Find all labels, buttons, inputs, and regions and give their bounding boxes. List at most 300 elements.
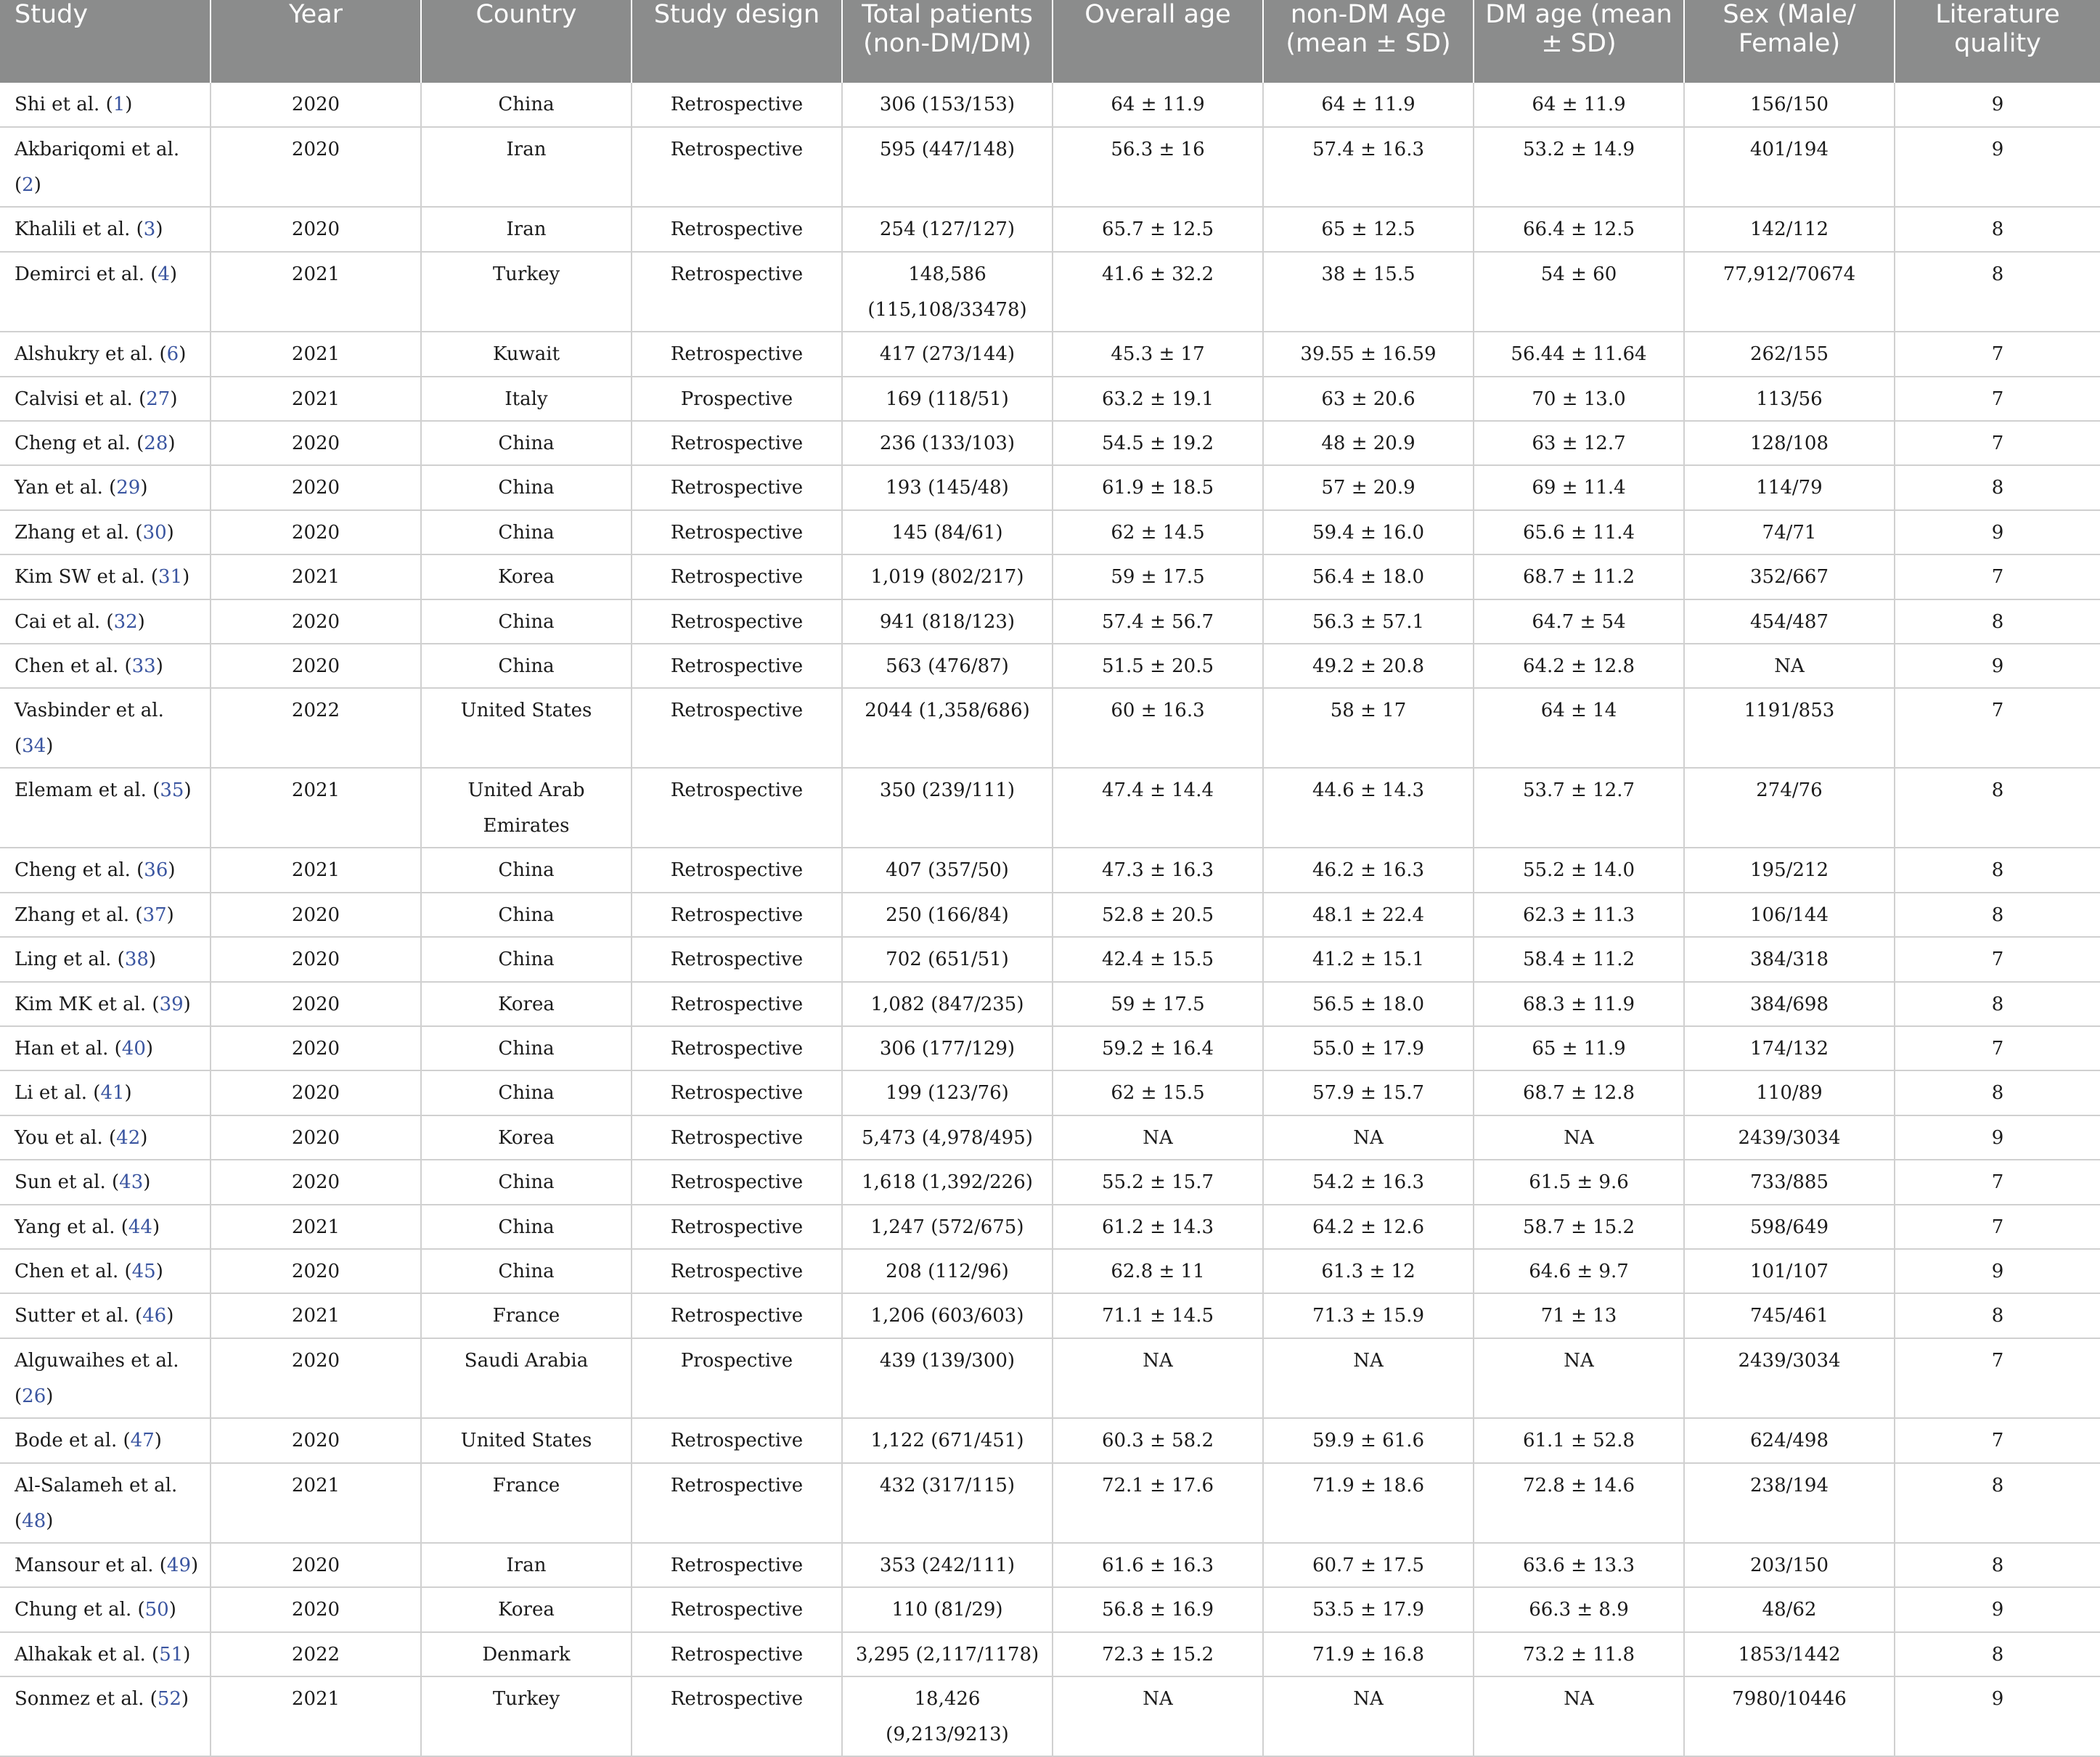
cell-dm-age: 68.7 ± 11.2 bbox=[1474, 554, 1684, 599]
cell-non-dm-age: 71.3 ± 15.9 bbox=[1263, 1293, 1474, 1338]
cell-literature-quality: 9 bbox=[1895, 644, 2100, 688]
cell-sex: 203/150 bbox=[1684, 1543, 1895, 1587]
cell-country: United States bbox=[421, 688, 632, 768]
cell-study bbox=[0, 1543, 211, 1587]
cell-sex: 745/461 bbox=[1684, 1293, 1895, 1338]
study-author: Calvisi et al. ( bbox=[15, 388, 147, 410]
cell-dm-age: 61.5 ± 9.6 bbox=[1474, 1160, 1684, 1204]
cell-non-dm-age: 58 ± 17 bbox=[1263, 688, 1474, 768]
cell-non-dm-age: NA bbox=[1263, 1115, 1474, 1160]
reference-close-paren: ) bbox=[125, 94, 133, 115]
cell-non-dm-age: NA bbox=[1263, 1338, 1474, 1419]
cell-literature-quality: 8 bbox=[1895, 768, 2100, 848]
cell-study bbox=[0, 127, 211, 207]
cell-study-design: Retrospective bbox=[632, 207, 842, 251]
cell-literature-quality: 8 bbox=[1895, 1632, 2100, 1676]
cell-study bbox=[0, 1026, 211, 1070]
cell-overall-age: 59.2 ± 16.4 bbox=[1053, 1026, 1263, 1070]
reference-link[interactable]: 46 bbox=[142, 1305, 167, 1327]
reference-link[interactable]: 45 bbox=[131, 1260, 156, 1282]
cell-overall-age: 47.3 ± 16.3 bbox=[1053, 848, 1263, 892]
cell-year: 2020 bbox=[211, 1249, 421, 1293]
cell-literature-quality: 7 bbox=[1895, 688, 2100, 768]
reference-link[interactable]: 50 bbox=[144, 1599, 169, 1621]
reference-close-paren: ) bbox=[184, 779, 192, 802]
cell-dm-age: 72.8 ± 14.6 bbox=[1474, 1463, 1684, 1544]
cell-total-patients: 110 (81/29) bbox=[842, 1587, 1053, 1631]
cell-study bbox=[0, 1293, 211, 1338]
cell-total-patients: 702 (651/51) bbox=[842, 937, 1053, 981]
cell-study-design: Retrospective bbox=[632, 1249, 842, 1293]
cell-country: Italy bbox=[421, 377, 632, 421]
reference-link[interactable]: 32 bbox=[113, 610, 138, 633]
cell-literature-quality: 8 bbox=[1895, 465, 2100, 509]
cell-study bbox=[0, 1115, 211, 1160]
cell-sex: 1853/1442 bbox=[1684, 1632, 1895, 1676]
cell-total-patients: 208 (112/96) bbox=[842, 1249, 1053, 1293]
cell-overall-age: 61.2 ± 14.3 bbox=[1053, 1205, 1263, 1249]
cell-literature-quality: 9 bbox=[1895, 127, 2100, 207]
cell-dm-age: 73.2 ± 11.8 bbox=[1474, 1632, 1684, 1676]
reference-close-paren: ) bbox=[191, 1555, 199, 1577]
reference-link[interactable]: 33 bbox=[131, 655, 156, 678]
cell-sex: 7980/10446 bbox=[1684, 1676, 1895, 1756]
cell-study-design: Retrospective bbox=[632, 465, 842, 509]
cell-study-design: Retrospective bbox=[632, 510, 842, 554]
cell-study bbox=[0, 1676, 211, 1756]
reference-link[interactable]: 4 bbox=[158, 263, 170, 285]
cell-year: 2021 bbox=[211, 377, 421, 421]
cell-dm-age: 66.3 ± 8.9 bbox=[1474, 1587, 1684, 1631]
cell-overall-age: 65.7 ± 12.5 bbox=[1053, 207, 1263, 251]
cell-sex: 352/667 bbox=[1684, 554, 1895, 599]
cell-total-patients: 3,295 (2,117/1178) bbox=[842, 1632, 1053, 1676]
cell-study bbox=[0, 1338, 211, 1419]
cell-overall-age: NA bbox=[1053, 1676, 1263, 1756]
table-row bbox=[0, 207, 2100, 251]
reference-close-paren: ) bbox=[46, 1385, 54, 1407]
cell-overall-age: 60.3 ± 58.2 bbox=[1053, 1418, 1263, 1462]
cell-year: 2020 bbox=[211, 937, 421, 981]
cell-sex: 238/194 bbox=[1684, 1463, 1895, 1544]
table-row bbox=[0, 1293, 2100, 1338]
cell-literature-quality: 8 bbox=[1895, 893, 2100, 937]
cell-dm-age: 65.6 ± 11.4 bbox=[1474, 510, 1684, 554]
cell-dm-age: 58.4 ± 11.2 bbox=[1474, 937, 1684, 981]
reference-link[interactable]: 38 bbox=[124, 949, 149, 971]
cell-literature-quality: 9 bbox=[1895, 1676, 2100, 1756]
study-author: Demirci et al. ( bbox=[15, 263, 158, 285]
cell-study-design: Retrospective bbox=[632, 83, 842, 127]
header-row bbox=[0, 0, 2100, 83]
cell-study bbox=[0, 1205, 211, 1249]
cell-study bbox=[0, 421, 211, 465]
cell-non-dm-age: 46.2 ± 16.3 bbox=[1263, 848, 1474, 892]
cell-country: China bbox=[421, 937, 632, 981]
cell-total-patients: 1,019 (802/217) bbox=[842, 554, 1053, 599]
cell-year: 2022 bbox=[211, 688, 421, 768]
cell-sex: 1191/853 bbox=[1684, 688, 1895, 768]
reference-link[interactable]: 51 bbox=[159, 1643, 184, 1666]
cell-year: 2021 bbox=[211, 1463, 421, 1544]
cell-literature-quality: 7 bbox=[1895, 421, 2100, 465]
study-author: Li et al. ( bbox=[15, 1082, 101, 1105]
study-author: Chen et al. ( bbox=[15, 1260, 132, 1282]
cell-study bbox=[0, 377, 211, 421]
reference-close-paren: ) bbox=[169, 263, 178, 285]
reference-link[interactable]: 36 bbox=[144, 859, 168, 882]
cell-country: China bbox=[421, 1026, 632, 1070]
cell-total-patients: 306 (153/153) bbox=[842, 83, 1053, 127]
reference-close-paren: ) bbox=[170, 388, 178, 410]
cell-literature-quality: 9 bbox=[1895, 83, 2100, 127]
cell-literature-quality: 8 bbox=[1895, 252, 2100, 332]
cell-non-dm-age: 57.4 ± 16.3 bbox=[1263, 127, 1474, 207]
reference-link[interactable]: 35 bbox=[160, 779, 184, 802]
table-row bbox=[0, 1463, 2100, 1544]
reference-link[interactable]: 30 bbox=[142, 521, 167, 544]
cell-country: Iran bbox=[421, 1543, 632, 1587]
cell-overall-age: 61.6 ± 16.3 bbox=[1053, 1543, 1263, 1587]
cell-study bbox=[0, 848, 211, 892]
reference-close-paren: ) bbox=[166, 521, 174, 544]
cell-study bbox=[0, 465, 211, 509]
cell-total-patients: 1,247 (572/675) bbox=[842, 1205, 1053, 1249]
cell-study bbox=[0, 1587, 211, 1631]
cell-non-dm-age: 64 ± 11.9 bbox=[1263, 83, 1474, 127]
cell-dm-age: 53.2 ± 14.9 bbox=[1474, 127, 1684, 207]
cell-total-patients: 306 (177/129) bbox=[842, 1026, 1053, 1070]
study-author: Akbariqomi et al. ( bbox=[15, 139, 180, 197]
cell-study bbox=[0, 1418, 211, 1462]
reference-link[interactable]: 41 bbox=[100, 1082, 125, 1105]
cell-country: Turkey bbox=[421, 1676, 632, 1756]
cell-literature-quality: 9 bbox=[1895, 1249, 2100, 1293]
cell-dm-age: 64.2 ± 12.8 bbox=[1474, 644, 1684, 688]
cell-dm-age: 71 ± 13 bbox=[1474, 1293, 1684, 1338]
cell-study-design: Retrospective bbox=[632, 554, 842, 599]
table-row bbox=[0, 83, 2100, 127]
cell-non-dm-age: 61.3 ± 12 bbox=[1263, 1249, 1474, 1293]
cell-overall-age: 60 ± 16.3 bbox=[1053, 688, 1263, 768]
cell-study bbox=[0, 937, 211, 981]
cell-overall-age: NA bbox=[1053, 1338, 1263, 1419]
cell-literature-quality: 7 bbox=[1895, 1418, 2100, 1462]
cell-year: 2021 bbox=[211, 848, 421, 892]
cell-non-dm-age: 57.9 ± 15.7 bbox=[1263, 1070, 1474, 1115]
cell-literature-quality: 7 bbox=[1895, 332, 2100, 376]
cell-total-patients: 2044 (1,358/686) bbox=[842, 688, 1053, 768]
cell-sex: 598/649 bbox=[1684, 1205, 1895, 1249]
study-author: Shi et al. ( bbox=[15, 94, 113, 115]
header-study: Study bbox=[0, 0, 211, 83]
study-author: Vasbinder et al. ( bbox=[15, 700, 164, 758]
cell-total-patients: 407 (357/50) bbox=[842, 848, 1053, 892]
cell-country: China bbox=[421, 1160, 632, 1204]
cell-study-design: Retrospective bbox=[632, 1293, 842, 1338]
reference-link[interactable]: 48 bbox=[22, 1510, 46, 1532]
cell-non-dm-age: 38 ± 15.5 bbox=[1263, 252, 1474, 332]
study-author: Yang et al. ( bbox=[15, 1216, 128, 1238]
cell-dm-age: 55.2 ± 14.0 bbox=[1474, 848, 1684, 892]
cell-country: China bbox=[421, 1205, 632, 1249]
cell-dm-age: 58.7 ± 15.2 bbox=[1474, 1205, 1684, 1249]
cell-study-design: Retrospective bbox=[632, 768, 842, 848]
header-non-dm-age: non-DM Age (mean ± SD) bbox=[1263, 0, 1474, 83]
table-row bbox=[0, 688, 2100, 768]
reference-link[interactable]: 52 bbox=[157, 1688, 181, 1711]
cell-study-design: Retrospective bbox=[632, 1632, 842, 1676]
study-author: Al-Salameh et al. ( bbox=[15, 1474, 178, 1532]
cell-study-design: Retrospective bbox=[632, 937, 842, 981]
cell-literature-quality: 8 bbox=[1895, 1463, 2100, 1544]
reference-link[interactable]: 43 bbox=[119, 1171, 144, 1194]
reference-close-paren: ) bbox=[140, 477, 148, 499]
cell-sex: 101/107 bbox=[1684, 1249, 1895, 1293]
cell-total-patients: 563 (476/87) bbox=[842, 644, 1053, 688]
cell-country: China bbox=[421, 421, 632, 465]
cell-year: 2020 bbox=[211, 1070, 421, 1115]
study-author: Kim MK et al. ( bbox=[15, 993, 160, 1015]
cell-dm-age: 64.7 ± 54 bbox=[1474, 599, 1684, 644]
reference-close-paren: ) bbox=[137, 610, 145, 633]
table-row bbox=[0, 768, 2100, 848]
cell-total-patients: 236 (133/103) bbox=[842, 421, 1053, 465]
study-author: Zhang et al. ( bbox=[15, 904, 143, 926]
reference-link[interactable]: 6 bbox=[166, 343, 179, 366]
cell-overall-age: NA bbox=[1053, 1115, 1263, 1160]
cell-overall-age: 72.3 ± 15.2 bbox=[1053, 1632, 1263, 1676]
cell-year: 2020 bbox=[211, 465, 421, 509]
table-row bbox=[0, 1160, 2100, 1204]
cell-study-design: Retrospective bbox=[632, 688, 842, 768]
cell-non-dm-age: 71.9 ± 18.6 bbox=[1263, 1463, 1474, 1544]
cell-total-patients: 1,122 (671/451) bbox=[842, 1418, 1053, 1462]
cell-dm-age: 56.44 ± 11.64 bbox=[1474, 332, 1684, 376]
cell-study-design: Retrospective bbox=[632, 332, 842, 376]
cell-non-dm-age: 48 ± 20.9 bbox=[1263, 421, 1474, 465]
cell-country: China bbox=[421, 893, 632, 937]
cell-non-dm-age: 55.0 ± 17.9 bbox=[1263, 1026, 1474, 1070]
cell-study-design: Retrospective bbox=[632, 252, 842, 332]
cell-study-design: Retrospective bbox=[632, 982, 842, 1026]
cell-literature-quality: 7 bbox=[1895, 1338, 2100, 1419]
cell-non-dm-age: 39.55 ± 16.59 bbox=[1263, 332, 1474, 376]
cell-year: 2021 bbox=[211, 1205, 421, 1249]
study-author: Elemam et al. ( bbox=[15, 779, 160, 802]
cell-non-dm-age: 57 ± 20.9 bbox=[1263, 465, 1474, 509]
reference-link[interactable]: 39 bbox=[159, 993, 184, 1015]
cell-total-patients: 145 (84/61) bbox=[842, 510, 1053, 554]
cell-sex: 114/79 bbox=[1684, 465, 1895, 509]
cell-study bbox=[0, 982, 211, 1026]
cell-study bbox=[0, 688, 211, 768]
header-sex: Sex (Male/ Female) bbox=[1684, 0, 1895, 83]
reference-link[interactable]: 31 bbox=[158, 566, 183, 589]
cell-study-design: Retrospective bbox=[632, 127, 842, 207]
header-study-design: Study design bbox=[632, 0, 842, 83]
table-row bbox=[0, 554, 2100, 599]
cell-sex: 48/62 bbox=[1684, 1587, 1895, 1631]
cell-country: Iran bbox=[421, 207, 632, 251]
table-row bbox=[0, 1026, 2100, 1070]
cell-literature-quality: 8 bbox=[1895, 1543, 2100, 1587]
cell-literature-quality: 7 bbox=[1895, 937, 2100, 981]
reference-close-paren: ) bbox=[46, 735, 54, 758]
cell-sex: 2439/3034 bbox=[1684, 1338, 1895, 1419]
cell-country: Turkey bbox=[421, 252, 632, 332]
cell-country: Saudi Arabia bbox=[421, 1338, 632, 1419]
cell-year: 2021 bbox=[211, 768, 421, 848]
reference-link[interactable]: 44 bbox=[128, 1216, 152, 1238]
reference-link[interactable]: 27 bbox=[146, 388, 171, 410]
cell-year: 2021 bbox=[211, 554, 421, 599]
cell-sex: 77,912/70674 bbox=[1684, 252, 1895, 332]
cell-dm-age: 66.4 ± 12.5 bbox=[1474, 207, 1684, 251]
study-author: Alguwaihes et al. ( bbox=[15, 1349, 179, 1407]
cell-total-patients: 1,618 (1,392/226) bbox=[842, 1160, 1053, 1204]
cell-country: Korea bbox=[421, 1587, 632, 1631]
cell-sex: 156/150 bbox=[1684, 83, 1895, 127]
reference-close-paren: ) bbox=[182, 566, 190, 589]
cell-overall-age: 61.9 ± 18.5 bbox=[1053, 465, 1263, 509]
cell-literature-quality: 9 bbox=[1895, 1115, 2100, 1160]
table-row bbox=[0, 465, 2100, 509]
cell-overall-age: 57.4 ± 56.7 bbox=[1053, 599, 1263, 644]
cell-year: 2020 bbox=[211, 1418, 421, 1462]
cell-sex: 401/194 bbox=[1684, 127, 1895, 207]
cell-non-dm-age: NA bbox=[1263, 1676, 1474, 1756]
cell-study bbox=[0, 332, 211, 376]
cell-non-dm-age: 49.2 ± 20.8 bbox=[1263, 644, 1474, 688]
cell-year: 2020 bbox=[211, 893, 421, 937]
cell-study bbox=[0, 1249, 211, 1293]
cell-year: 2021 bbox=[211, 1293, 421, 1338]
table-row bbox=[0, 1632, 2100, 1676]
study-author: Bode et al. ( bbox=[15, 1430, 131, 1452]
cell-study bbox=[0, 893, 211, 937]
reference-close-paren: ) bbox=[166, 1305, 174, 1327]
cell-study bbox=[0, 1070, 211, 1115]
table-row bbox=[0, 1543, 2100, 1587]
cell-study-design: Prospective bbox=[632, 377, 842, 421]
cell-total-patients: 432 (317/115) bbox=[842, 1463, 1053, 1544]
cell-literature-quality: 7 bbox=[1895, 554, 2100, 599]
cell-country: Korea bbox=[421, 1115, 632, 1160]
reference-link[interactable]: 3 bbox=[143, 218, 156, 241]
cell-study bbox=[0, 644, 211, 688]
table-row bbox=[0, 1249, 2100, 1293]
cell-country: Kuwait bbox=[421, 332, 632, 376]
header-country: Country bbox=[421, 0, 632, 83]
cell-overall-age: 45.3 ± 17 bbox=[1053, 332, 1263, 376]
study-author: Cheng et al. ( bbox=[15, 859, 144, 882]
cell-literature-quality: 8 bbox=[1895, 207, 2100, 251]
reference-close-paren: ) bbox=[148, 949, 157, 971]
cell-non-dm-age: 64.2 ± 12.6 bbox=[1263, 1205, 1474, 1249]
cell-overall-age: 51.5 ± 20.5 bbox=[1053, 644, 1263, 688]
cell-study bbox=[0, 83, 211, 127]
study-author: Alshukry et al. ( bbox=[15, 343, 167, 366]
cell-sex: 624/498 bbox=[1684, 1418, 1895, 1462]
cell-study bbox=[0, 1160, 211, 1204]
table-row bbox=[0, 982, 2100, 1026]
cell-study-design: Retrospective bbox=[632, 1676, 842, 1756]
cell-non-dm-age: 53.5 ± 17.9 bbox=[1263, 1587, 1474, 1631]
study-author: Chung et al. ( bbox=[15, 1599, 145, 1621]
cell-sex: 113/56 bbox=[1684, 377, 1895, 421]
cell-literature-quality: 8 bbox=[1895, 982, 2100, 1026]
cell-country: Iran bbox=[421, 127, 632, 207]
reference-link[interactable]: 40 bbox=[121, 1037, 146, 1060]
study-author: Ling et al. ( bbox=[15, 949, 125, 971]
cell-year: 2020 bbox=[211, 421, 421, 465]
cell-overall-age: 72.1 ± 17.6 bbox=[1053, 1463, 1263, 1544]
cell-dm-age: 63 ± 12.7 bbox=[1474, 421, 1684, 465]
reference-link[interactable]: 1 bbox=[113, 94, 126, 115]
cell-literature-quality: 9 bbox=[1895, 510, 2100, 554]
cell-country: China bbox=[421, 644, 632, 688]
study-author: Cheng et al. ( bbox=[15, 433, 144, 455]
cell-study bbox=[0, 1463, 211, 1544]
cell-dm-age: 61.1 ± 52.8 bbox=[1474, 1418, 1684, 1462]
reference-close-paren: ) bbox=[183, 993, 191, 1015]
table-row bbox=[0, 1676, 2100, 1756]
cell-literature-quality: 9 bbox=[1895, 1587, 2100, 1631]
cell-sex: 2439/3034 bbox=[1684, 1115, 1895, 1160]
cell-study-design: Retrospective bbox=[632, 1205, 842, 1249]
cell-total-patients: 439 (139/300) bbox=[842, 1338, 1053, 1419]
study-author: Han et al. ( bbox=[15, 1037, 122, 1060]
cell-country: China bbox=[421, 465, 632, 509]
reference-link[interactable]: 2 bbox=[22, 174, 34, 197]
reference-link[interactable]: 29 bbox=[116, 477, 141, 499]
cell-overall-age: 64 ± 11.9 bbox=[1053, 83, 1263, 127]
table-row bbox=[0, 937, 2100, 981]
cell-study-design: Retrospective bbox=[632, 1543, 842, 1587]
cell-total-patients: 5,473 (4,978/495) bbox=[842, 1115, 1053, 1160]
reference-close-paren: ) bbox=[124, 1082, 132, 1105]
cell-total-patients: 417 (273/144) bbox=[842, 332, 1053, 376]
cell-sex: 384/318 bbox=[1684, 937, 1895, 981]
cell-literature-quality: 8 bbox=[1895, 1070, 2100, 1115]
cell-year: 2020 bbox=[211, 1115, 421, 1160]
cell-country: United States bbox=[421, 1418, 632, 1462]
reference-close-paren: ) bbox=[152, 1216, 160, 1238]
cell-country: Korea bbox=[421, 554, 632, 599]
study-author: Sun et al. ( bbox=[15, 1171, 120, 1194]
study-author: Khalili et al. ( bbox=[15, 218, 144, 241]
reference-link[interactable]: 34 bbox=[22, 735, 46, 758]
reference-link[interactable]: 26 bbox=[22, 1385, 46, 1407]
reference-link[interactable]: 47 bbox=[130, 1430, 155, 1452]
header-total-patients: Total patients (non-DM/DM) bbox=[842, 0, 1053, 83]
cell-overall-age: 41.6 ± 32.2 bbox=[1053, 252, 1263, 332]
cell-total-patients: 353 (242/111) bbox=[842, 1543, 1053, 1587]
table-row bbox=[0, 1205, 2100, 1249]
cell-total-patients: 941 (818/123) bbox=[842, 599, 1053, 644]
cell-sex: 384/698 bbox=[1684, 982, 1895, 1026]
reference-link[interactable]: 28 bbox=[144, 433, 168, 455]
reference-link[interactable]: 37 bbox=[142, 904, 167, 926]
reference-close-paren: ) bbox=[168, 859, 176, 882]
cell-dm-age: NA bbox=[1474, 1115, 1684, 1160]
cell-literature-quality: 8 bbox=[1895, 848, 2100, 892]
reference-link[interactable]: 49 bbox=[166, 1555, 191, 1577]
cell-dm-age: 53.7 ± 12.7 bbox=[1474, 768, 1684, 848]
reference-link[interactable]: 42 bbox=[116, 1126, 141, 1149]
cell-dm-age: 64.6 ± 9.7 bbox=[1474, 1249, 1684, 1293]
